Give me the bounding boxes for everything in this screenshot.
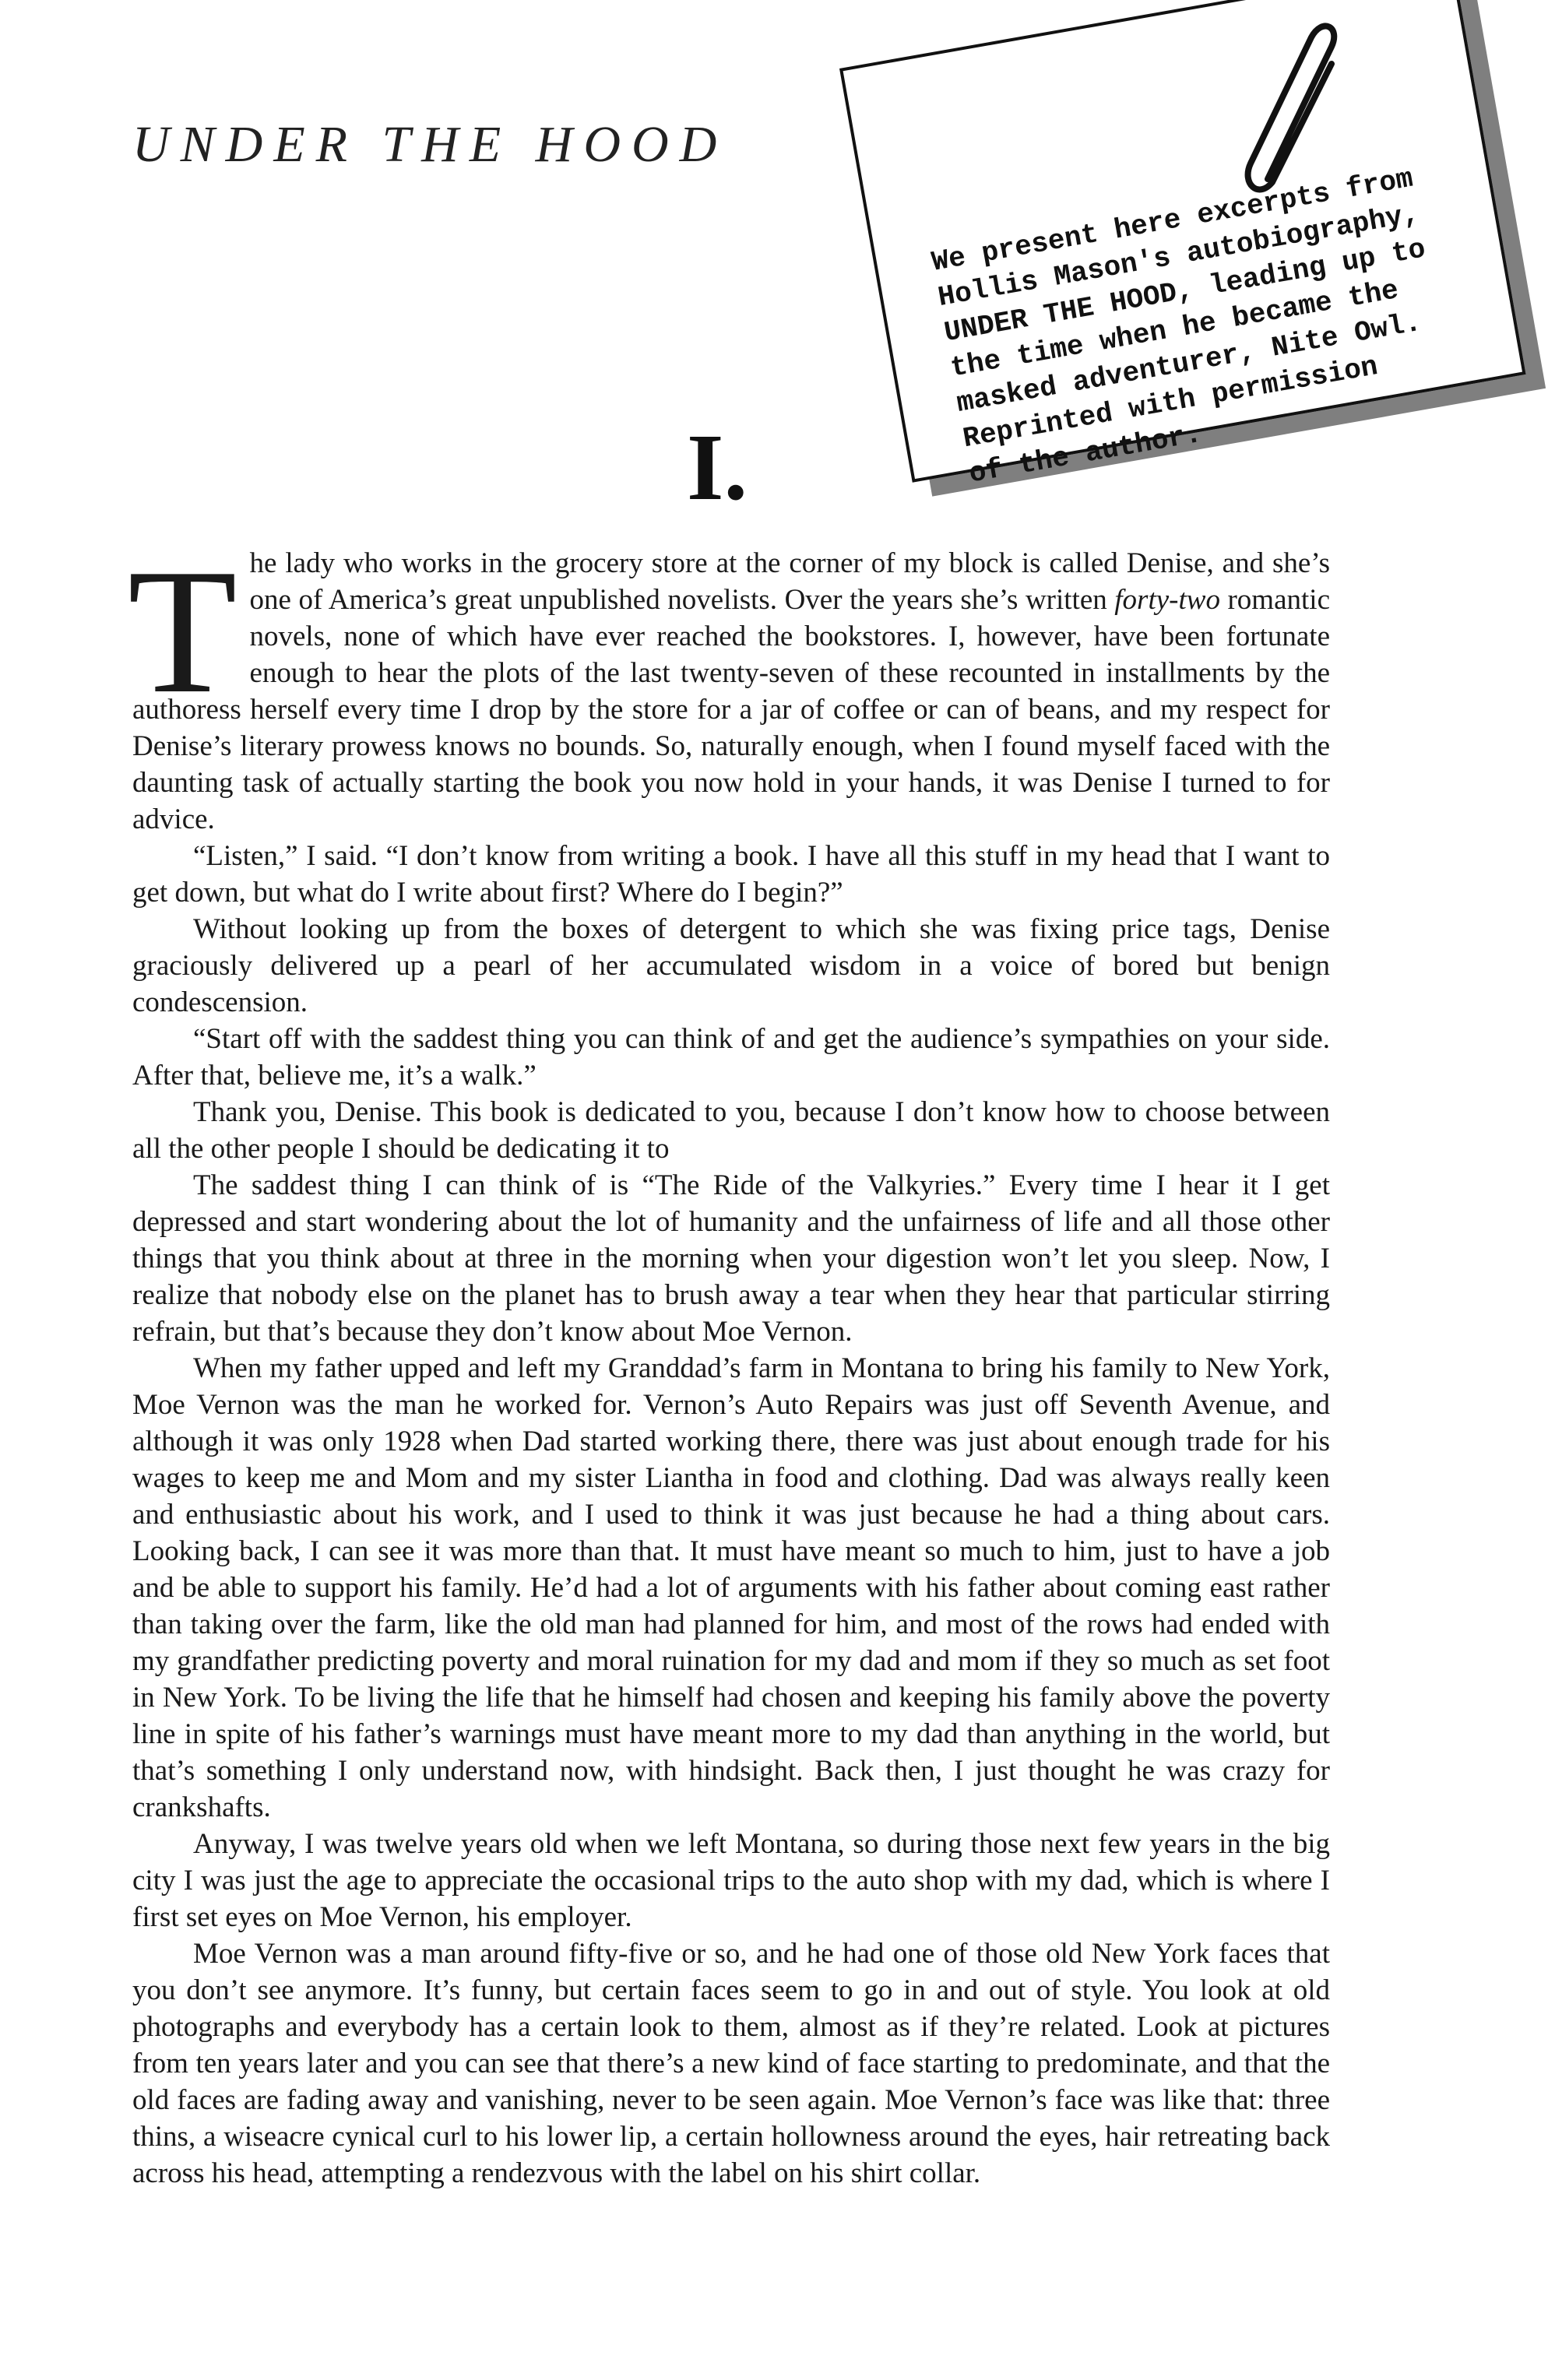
paragraph-5: Thank you, Denise. This book is dedicated to you, because I don’t know how to choose between all the other people I should be dedicating it to <box>132 1096 1330 1165</box>
paragraph-1-text-a: he lady who works in the grocery store at the corner of my block is called Denise, and she’s one of America’s great unpublished novelists. Over the years she’s written <box>249 547 1330 616</box>
note-text: We present here excerpts from Hollis Mason's autobiography, UNDER THE HOOD, leading up to the time when he became the masked adventurer, Nite Owl. Reprinted with permission of the author. <box>929 162 1428 490</box>
paragraph-8: Anyway, I was twelve years old when we left Montana, so during those next few years in the big city I was just the age to appreciate the occasional trips to the auto shop with my dad, which is where I first set eyes on Moe Vernon, his employer. <box>132 1828 1330 1933</box>
article-body <box>128 532 1330 2192</box>
paperclip-icon <box>1215 16 1363 218</box>
paragraph-3: Without looking up from the boxes of detergent to which she was fixing price tags, Denise graciously delivered up a pearl of her accumulated wisdom in a voice of bored but benign condescension. <box>132 913 1330 1018</box>
paragraph-9: Moe Vernon was a man around fifty-five or so, and he had one of those old New York faces that you don’t see anymore. It’s funny, but certain faces seem to go in and out of style. You look at old photographs and everybody has a certain look to them, almost as if they’re related. Look at pictures from ten years later and you can see that there’s a new kind of face starting to predominate, and that the old faces are fading away and vanishing, never to be seen again. Moe Vernon’s face was like that: three thins, a wiseacre cynical curl to his lower lip, a certain hollowness around the eyes, hair retreating back across his head, attempting a rendezvous with the label on his shirt collar. <box>132 1938 1330 2189</box>
paragraph-2: “Listen,” I said. “I don’t know from writing a book. I have all this stuff in my head that I want to get down, but what do I write about first? Where do I begin?” <box>132 840 1330 909</box>
chapter-number: I. <box>687 415 748 520</box>
paragraph-4: “Start off with the saddest thing you can think of and get the audience’s sympathies on your side. After that, believe me, it’s a walk.” <box>132 1023 1330 1092</box>
paragraph-1 <box>128 532 1330 838</box>
paragraph-6: The saddest thing I can think of is “The Ride of the Valkyries.” Every time I hear it I get depressed and start wondering about the lot of humanity and the unfairness of life and all those other things that you think about at three in the morning when your digestion won’t let you sleep. Now, I realize that nobody else on the planet has to brush away a tear when they hear that particular stirring refrain, but that’s because they don’t know about Moe Vernon. <box>132 1169 1330 1348</box>
note-card <box>839 0 1526 490</box>
paragraph-7: When my father upped and left my Granddad’s farm in Montana to bring his family to New York, Moe Vernon was the man he worked for. Vernon’s Auto Repairs was just off Seventh Avenue, and although it was only 1928 when Dad started working there, there was just about enough trade for his wages to keep me and Mom and my sister Liantha in food and clothing. Dad was always really keen and enthusiastic about his work, and I used to think it was just because he had a thing about cars. Looking back, I can see it was more than that. It must have meant so much to him, just to have a job and be able to support his family. He’d had a lot of arguments with his father about coming east rather than taking over the farm, like the old man had planned for him, and most of the rows had ended with my grandfather predicting poverty and moral ruination for my dad and mom if they so much as set foot in New York. To be living the life that he himself had chosen and keeping his family above the poverty line in spite of his father’s warnings must have meant more to my dad than anything in the world, but that’s something I only understand now, with hindsight. Back then, I just thought he was crazy for crankshafts. <box>132 1352 1330 1823</box>
page-header-title: UNDER THE HOOD <box>132 116 728 173</box>
drop-cap: T <box>128 532 237 730</box>
paragraph-1-emphasis: forty-two <box>1114 584 1220 616</box>
paragraph-1-text-b: romantic novels, none of which have ever reached the bookstores. I, however, have been fortunate enough to hear the plots of the last twenty-seven of these recounted in installments by the authoress herself every time I drop by the store for a jar of coffee or can of beans, and my respect for Denise’s literary prowess knows no bounds. So, naturally enough, when I found myself faced with the daunting task of actually starting the book you now hold in your hands, it was Denise I turned to for advice. <box>132 584 1330 835</box>
note-card-group <box>839 0 1526 490</box>
